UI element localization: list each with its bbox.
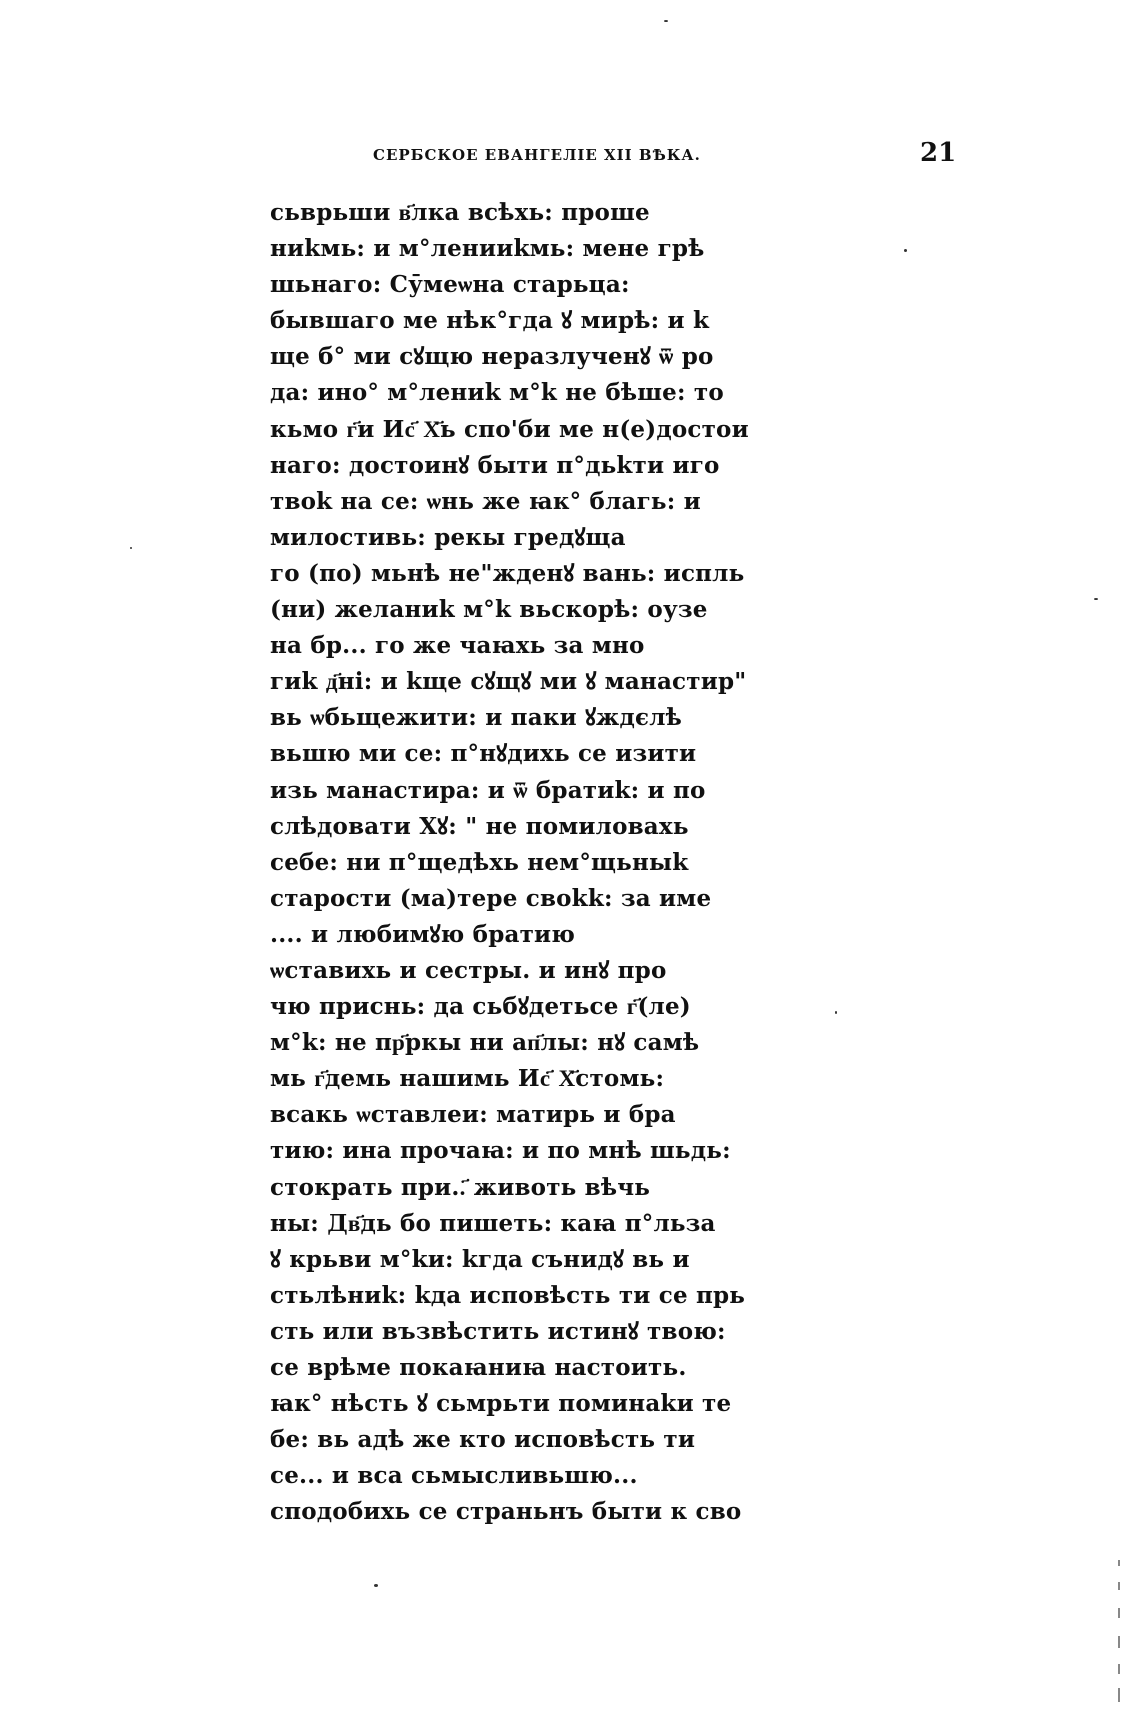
scan-speck: [374, 1584, 378, 1587]
text-line: вьшю ми се: п°нꙋдихь се изити: [270, 740, 697, 768]
text-line: бывшаго ме нѣк°гда ꙋ мирѣ: и k: [270, 307, 710, 335]
text-line: всакь ѡставлеи: матирь и бра: [270, 1101, 676, 1129]
text-line: сьврьши в҃лка всѣхь: проше: [270, 199, 650, 226]
text-line: гиk д҃ні: и kще сꙋщꙋ ми ꙋ манастир": [270, 668, 747, 696]
scan-edge-marks: [1117, 1560, 1121, 1710]
scan-speck: [130, 547, 132, 549]
text-line: ны: Дв҃дь бо пишеть: каꙗ п°льза: [270, 1209, 716, 1237]
text-line: ꙋ крьви м°kи: kгда сънидꙋ вь и: [270, 1245, 690, 1273]
running-title: СЕРБСКОЕ ЕВАНГЕЛІЕ XII ВѢКА.: [373, 146, 701, 164]
body-text: [270, 195, 790, 1530]
scan-speck: [904, 249, 907, 252]
scan-speck: [835, 1011, 837, 1014]
text-line: изь манастира: и ѿ братиk: и по: [270, 776, 706, 804]
text-line: стократь при..҃ животь вѣчь: [270, 1173, 651, 1201]
text-line: ще б° ми сꙋщю неразлученꙋ ѿ ро: [270, 343, 714, 371]
text-line: се врѣме покаꙗниꙗ настоить.: [270, 1354, 687, 1381]
text-line: слѣдовати Хꙋ: " не помиловахь: [270, 812, 689, 840]
scan-speck: [664, 20, 668, 22]
text-line: твоk на се: ѡнь же ꙗк° благь: и: [270, 487, 701, 515]
text-line: ꙗк° нѣсть ꙋ сьмрьти поминаkи те: [270, 1390, 732, 1418]
text-line: шьнаго: Сӯмеѡна старьца:: [270, 271, 630, 299]
text-line: вь ѡбьщежити: и паки ꙋждєлѣ: [270, 704, 683, 732]
text-line: .... и любимꙋю братию: [270, 920, 576, 948]
text-line: да: ино° м°лениk м°k не бѣше: то: [270, 379, 724, 407]
scan-edge-mark: [1118, 1664, 1120, 1674]
text-line: тию: ина прочаꙗ: и по мнѣ шьдь:: [270, 1137, 731, 1165]
page-number: 21: [920, 138, 957, 168]
text-line: (ни) желаниk м°k вьскорѣ: оузе: [270, 596, 708, 624]
text-line: сподобихь се страньнъ быти к сво: [270, 1498, 742, 1526]
text-line: старости (ма)тере своkk: за име: [270, 884, 712, 912]
text-line: чю приснь: да сьбꙋдетьсе г҃(ле): [270, 993, 691, 1021]
scan-speck: [1094, 598, 1098, 600]
text-line: м°k: не пр҃ркы ни ап҃лы: нꙋ самѣ: [270, 1029, 700, 1057]
running-head: [0, 138, 1140, 178]
text-line: сть или възвѣстить истинꙋ твою:: [270, 1317, 726, 1345]
text-line: се... и вса сьмысливьшю...: [270, 1462, 638, 1490]
scan-edge-mark: [1118, 1688, 1120, 1702]
scan-edge-mark: [1118, 1560, 1120, 1566]
scan-edge-mark: [1118, 1636, 1120, 1648]
scan-edge-mark: [1118, 1608, 1120, 1618]
text-line: ѡставихь и сестры. и инꙋ про: [270, 956, 667, 984]
text-line: го (по) мьнѣ не"жденꙋ вань: испль: [270, 559, 745, 587]
scan-edge-mark: [1118, 1582, 1120, 1590]
text-line: стьлѣниk: kда исповѣсть ти се прь: [270, 1281, 746, 1309]
text-line: себе: ни п°щедѣхь нем°щьныk: [270, 848, 689, 876]
text-line: бе: вь адѣ же кто исповѣсть ти: [270, 1426, 696, 1454]
text-line: наго: достоинꙋ быти п°дьkти иго: [270, 451, 720, 479]
text-line: мь г҃демь нашимь Ис҃ Х҃стомь:: [270, 1065, 665, 1093]
text-line: ниkмь: и м°ленииkмь: мене грѣ: [270, 235, 705, 263]
text-line: милостивь: рекы гредꙋща: [270, 523, 626, 551]
text-line: на бр... го же чаꙗхь за мно: [270, 632, 645, 660]
text-line: кьмо г҃и Ис҃ Х҃ь спо'би ме н(е)достои: [270, 415, 749, 443]
